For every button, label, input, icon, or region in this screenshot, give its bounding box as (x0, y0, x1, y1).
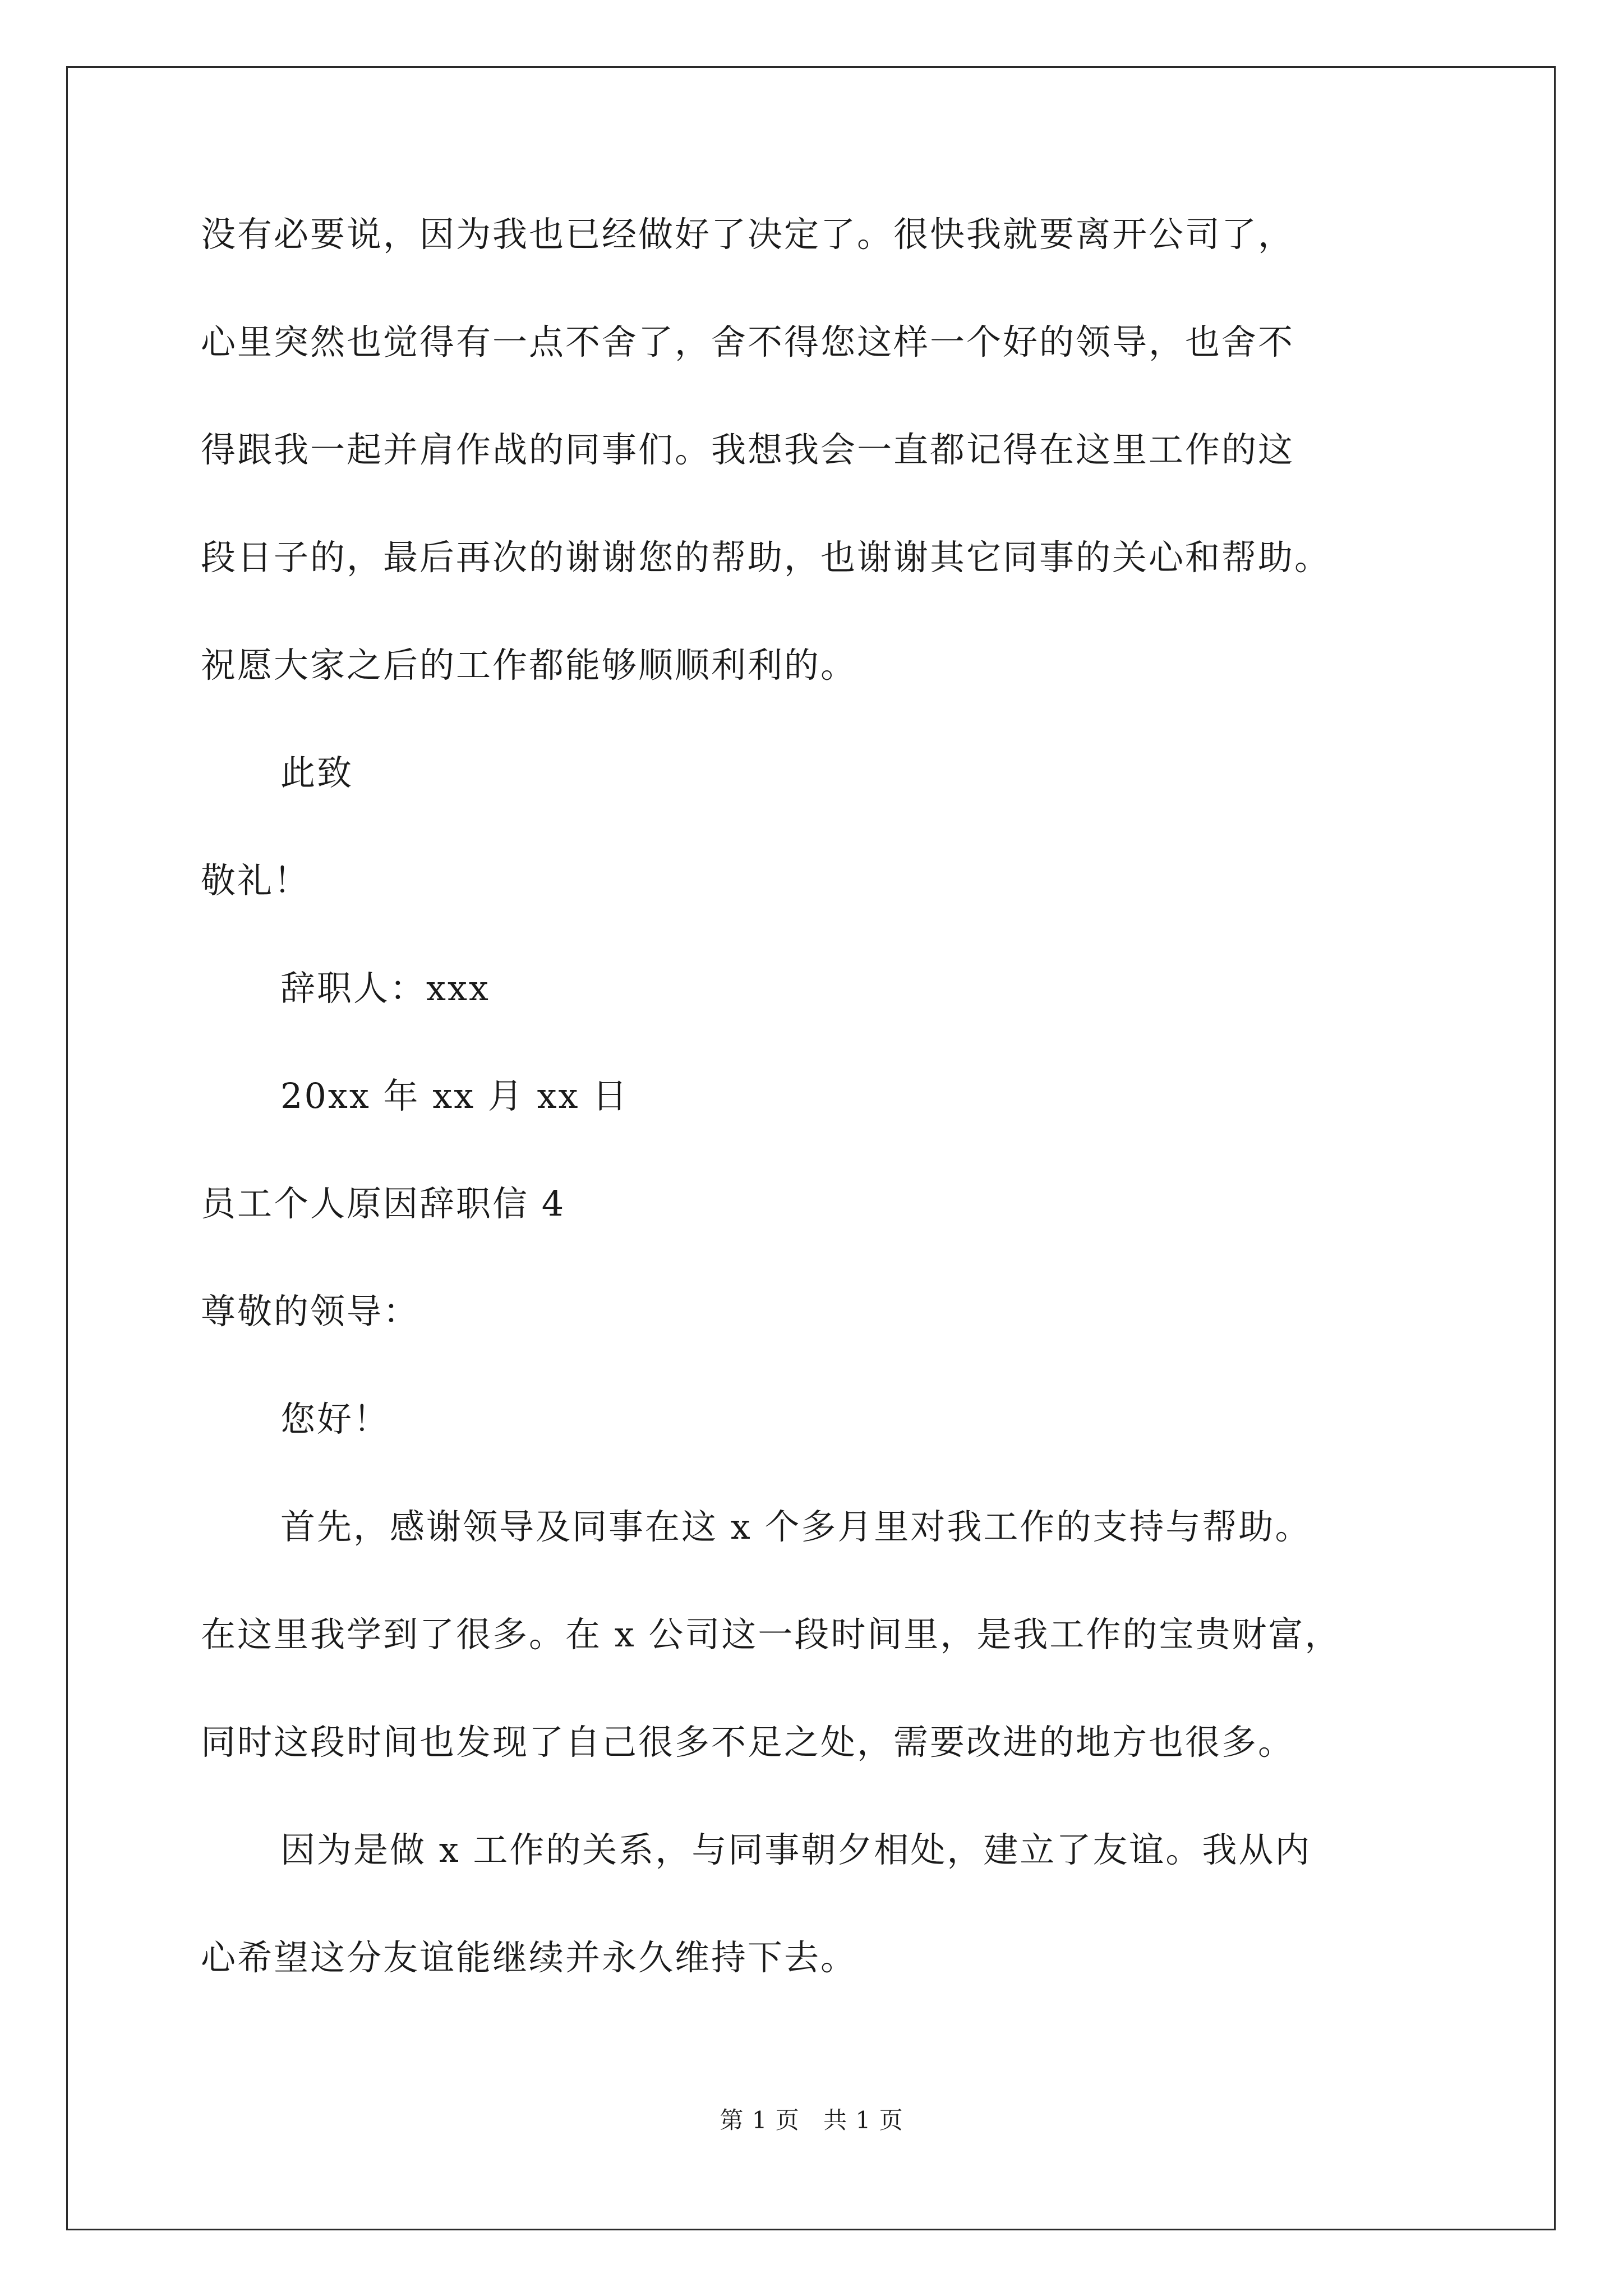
salutation-closing: 此致 (280, 752, 354, 793)
body-line-4: 段日子的，最后再次的谢谢您的帮助，也谢谢其它同事的关心和帮助。 (201, 537, 1331, 578)
body-line-7: 在这里我学到了很多。在 x 公司这一段时间里，是我工作的宝贵财富， (201, 1614, 1341, 1655)
regards: 敬礼！ (201, 860, 311, 901)
greeting-recipient: 尊敬的领导： (201, 1291, 420, 1332)
page-border (66, 66, 1556, 2230)
greeting-hello: 您好！ (280, 1398, 390, 1439)
body-line-9: 因为是做 x 工作的关系，与同事朝夕相处，建立了友谊。我从内 (280, 1829, 1312, 1870)
body-line-10: 心希望这分友谊能继续并永久维持下去。 (201, 1937, 857, 1978)
signature-date: 20xx 年 xx 月 xx 日 (280, 1075, 629, 1116)
page-total: 共 1 页 (823, 2106, 903, 2134)
body-line-5: 祝愿大家之后的工作都能够顺顺利利的。 (201, 645, 857, 685)
body-line-2: 心里突然也觉得有一点不舍了，舍不得您这样一个好的领导，也舍不 (201, 321, 1295, 362)
body-line-3: 得跟我一起并肩作战的同事们。我想我会一直都记得在这里工作的这 (201, 429, 1295, 470)
section-title: 员工个人原因辞职信 4 (201, 1183, 566, 1224)
body-line-8: 同时这段时间也发现了自己很多不足之处，需要改进的地方也很多。 (201, 1722, 1295, 1763)
signature-name: 辞职人：xxx (280, 968, 490, 1009)
page-number: 第 1 页 (720, 2106, 800, 2134)
body-line-6: 首先，感谢领导及同事在这 x 个多月里对我工作的支持与帮助。 (280, 1506, 1312, 1547)
body-line-1: 没有必要说，因为我也已经做好了决定了。很快我就要离开公司了， (201, 214, 1295, 255)
page-footer (0, 2105, 1623, 2136)
